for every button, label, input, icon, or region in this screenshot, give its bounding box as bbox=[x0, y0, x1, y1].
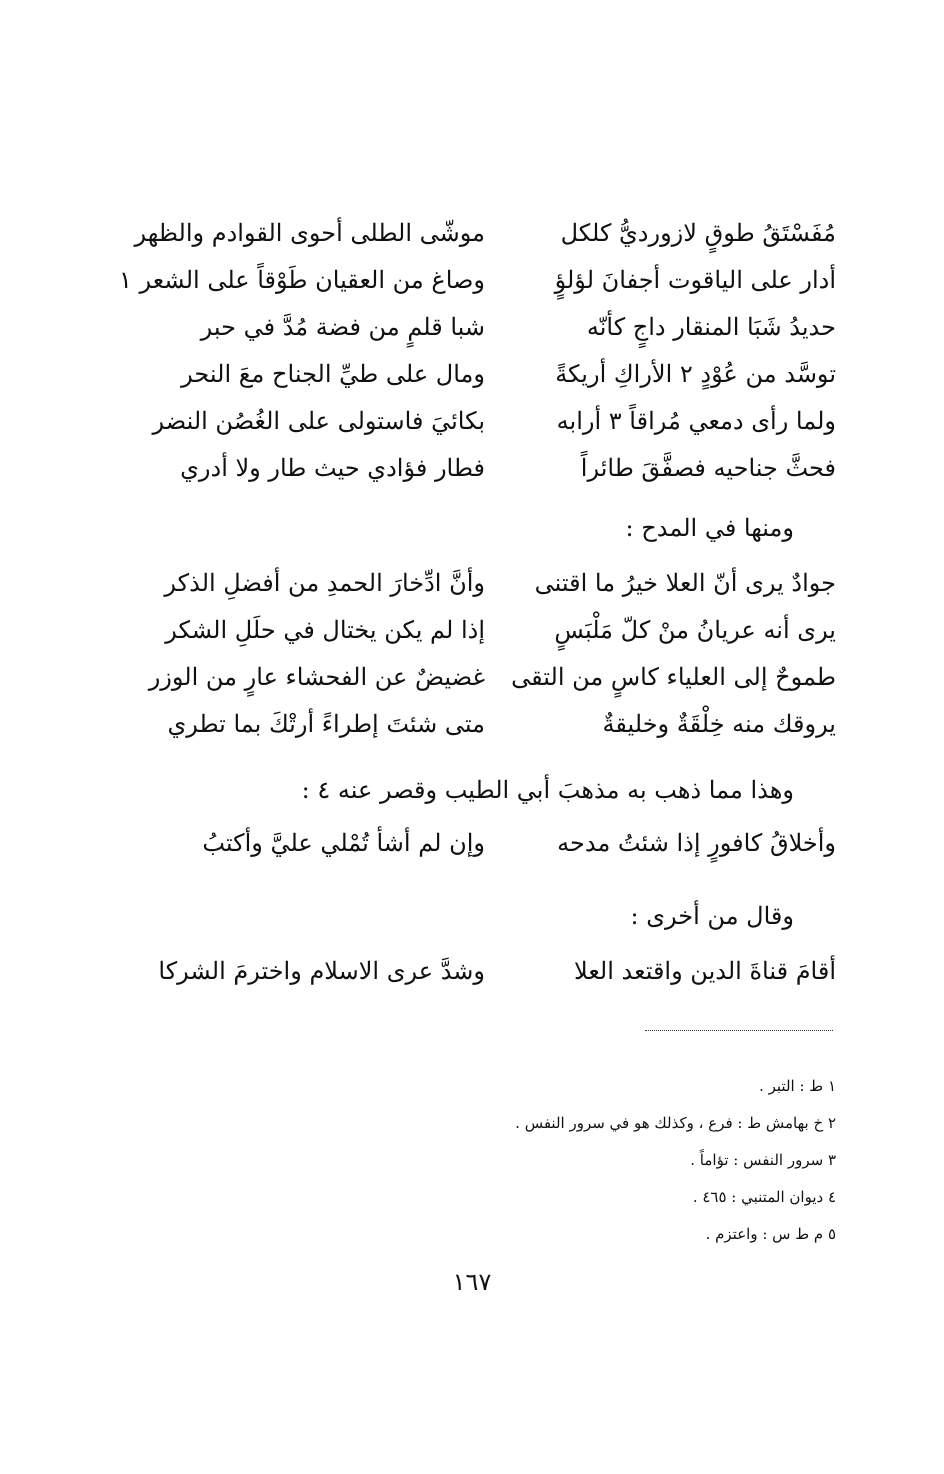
second-hemistich: موشّى الطلى أحوى القوادم والظهر bbox=[134, 219, 485, 247]
verse-line bbox=[160, 607, 836, 654]
first-hemistich: فحثَّ جناحيه فصفَّقَ طائراً bbox=[580, 454, 836, 482]
footnote: ٣ سرور النفس : تؤاماً . bbox=[690, 1151, 836, 1169]
verse-line bbox=[160, 701, 836, 748]
section-heading: ومنها في المدح : bbox=[625, 514, 794, 542]
section-heading: وقال من أخرى : bbox=[630, 902, 794, 930]
poem-birds bbox=[118, 210, 836, 492]
page-number: ١٦٧ bbox=[452, 1268, 492, 1296]
verse-line bbox=[160, 351, 836, 398]
section-heading: وهذا مما ذهب به مذهبَ أبي الطيب وقصر عنه ٤ : bbox=[301, 776, 794, 804]
second-hemistich: بكائيَ فاستولى على الغُصُن النضر bbox=[152, 407, 485, 435]
footnote: ١ ط : التبر . bbox=[759, 1077, 836, 1095]
second-hemistich: وإن لم أشأ تُمْلي عليَّ وأكتبُ bbox=[202, 829, 485, 857]
second-hemistich: وأنَّ ادِّخارَ الحمدِ من أفضلِ الذكر bbox=[164, 569, 485, 597]
footnote: ٤ ديوان المتنبي : ٤٦٥ . bbox=[692, 1188, 836, 1206]
first-hemistich: أقامَ قناةَ الدين واقتعد العلا bbox=[574, 957, 836, 985]
verse-line bbox=[160, 560, 836, 607]
footnote: ٢ خ بهامش ط : فرع ، وكذلك هو في سرور النفس . bbox=[515, 1114, 836, 1132]
second-hemistich: غضيضٌ عن الفحشاء عارٍ من الوزر bbox=[148, 663, 485, 691]
first-hemistich: جوادٌ يرى أنّ العلا خيرُ ما اقتنى bbox=[534, 569, 836, 597]
poem-praise bbox=[148, 560, 836, 748]
verse-line bbox=[148, 654, 836, 701]
second-hemistich: شبا قلمٍ من فضة مُدَّ في حبر bbox=[200, 313, 485, 341]
second-hemistich: وشدَّ عرى الاسلام واخترمَ الشركا bbox=[158, 957, 485, 985]
verse-line bbox=[160, 820, 836, 867]
first-hemistich: طموحٌ إلى العلياء كاسٍ من التقى bbox=[511, 663, 836, 691]
second-hemistich: ومال على طيِّ الجناح معَ النحر bbox=[181, 360, 485, 388]
first-hemistich: أدار على الياقوت أجفانَ لؤلؤٍ bbox=[554, 266, 836, 294]
footnotes bbox=[515, 1068, 836, 1253]
verse-line bbox=[160, 948, 836, 995]
second-hemistich: متى شئتَ إطراءً أرتْكَ بما تطري bbox=[167, 710, 485, 738]
verse-line bbox=[152, 398, 836, 445]
first-hemistich: مُفَسْتَقُ طوقٍ لازورديُّ كلكل bbox=[560, 219, 836, 247]
first-hemistich: حديدُ شَبَا المنقار داجٍ كأنّه bbox=[586, 313, 836, 341]
first-hemistich: وأخلاقُ كافورٍ إذا شئتُ مدحه bbox=[557, 829, 836, 857]
poem-other bbox=[160, 948, 836, 995]
first-hemistich: ولما رأى دمعي مُراقاً ٣ أرابه bbox=[556, 407, 836, 435]
first-hemistich: يروقك منه خِلْقَةٌ وخليقةٌ bbox=[602, 710, 836, 738]
second-hemistich: فطار فؤادي حيث طار ولا أدري bbox=[180, 454, 485, 482]
verse-line bbox=[160, 445, 836, 492]
first-hemistich: يرى أنه عريانُ منْ كلّ مَلْبَسٍ bbox=[554, 616, 836, 644]
second-hemistich: إذا لم يكن يختال في حلَلِ الشكر bbox=[165, 616, 485, 644]
second-hemistich: وصاغ من العقيان طَوْقاً على الشعر ١ bbox=[118, 266, 485, 294]
first-hemistich: توسَّد من عُوْدٍ ٢ الأراكِ أريكةً bbox=[555, 360, 836, 388]
footnote: ٥ م ط س : واعتزم . bbox=[705, 1225, 836, 1243]
poem-mutanabbi-quote bbox=[160, 820, 836, 867]
verse-line bbox=[118, 257, 836, 304]
verse-line bbox=[160, 304, 836, 351]
verse-line bbox=[134, 210, 836, 257]
footnote-separator bbox=[645, 1030, 833, 1031]
